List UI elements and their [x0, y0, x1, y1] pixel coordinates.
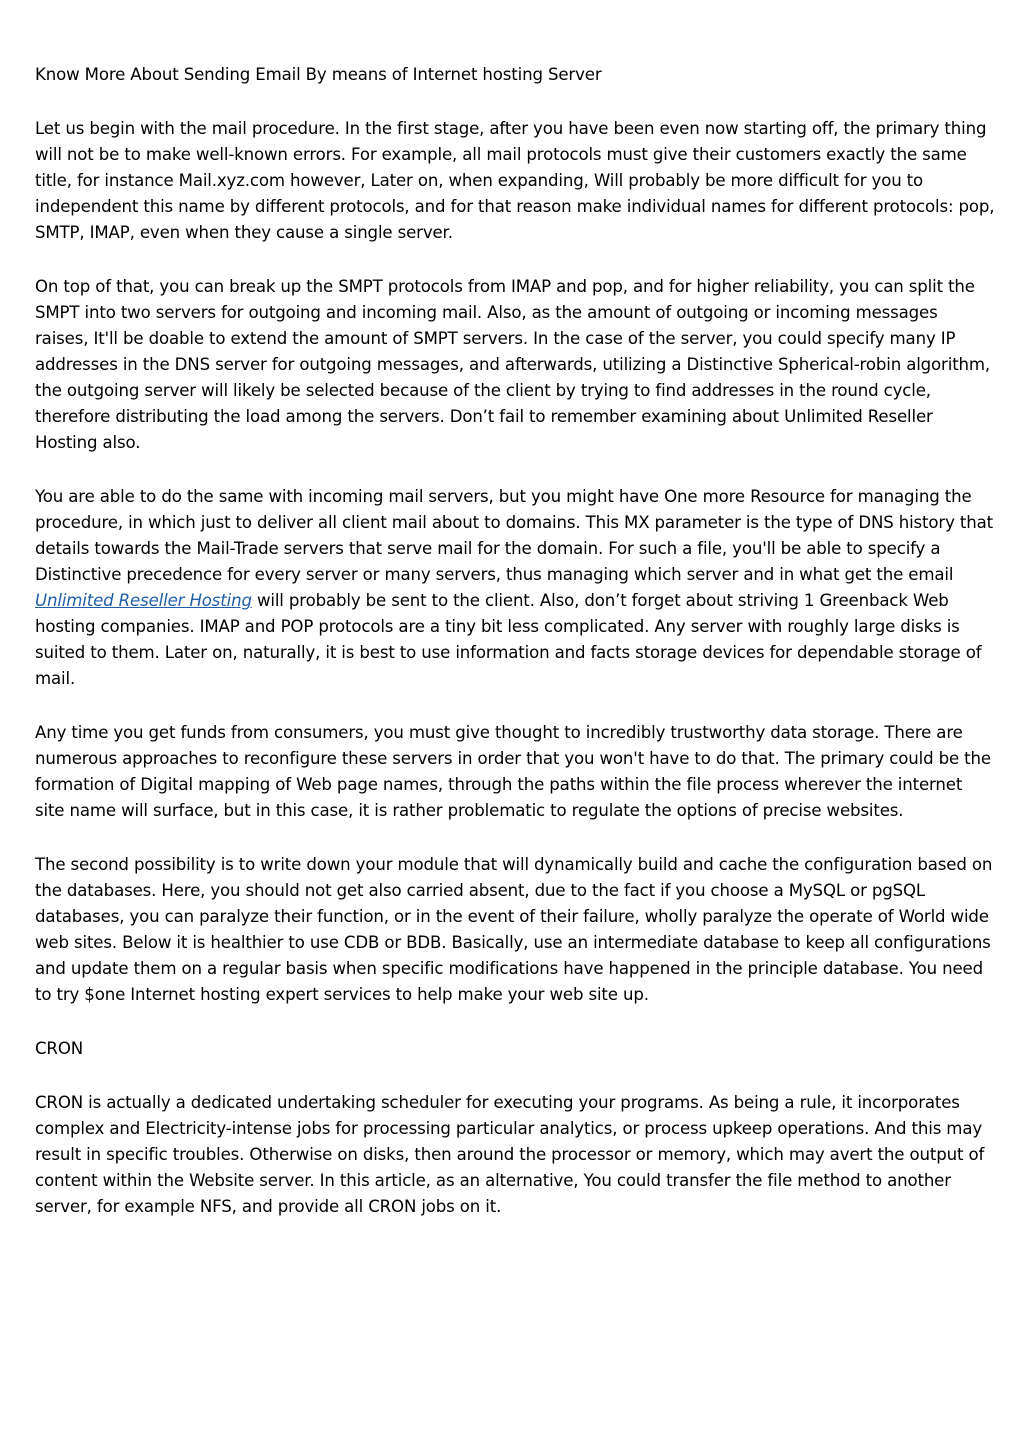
- paragraph-incoming-mail: [35, 484, 995, 692]
- document-body: [35, 62, 995, 1248]
- paragraph-smpt-protocols: On top of that, you can break up the SMPT protocols from IMAP and pop, and for higher reliability, you can split the SMPT into two servers for outgoing and incoming mail. Also, as the amount of outgoing or incoming messages raises, It'll be doable to extend the amount of SMPT servers. In the case of the server, you could specify many IP addresses in the DNS server for outgoing messages, and afterwards, utilizing a Distinctive Spherical-robin algorithm, the outgoing server will likely be selected because of the client by trying to find addresses in the round cycle, therefore distributing the load among the servers. Don’t fail to remember examining about Unlimited Reseller Hosting also.: [35, 277, 991, 452]
- paragraph-text-before-link: You are able to do the same with incoming mail servers, but you might have One more Resource for managing the procedure, in which just to deliver all client mail about to domains. This MX parameter is the type of DNS history that details towards the Mail-Trade servers that serve mail for the domain. For such a file, you'll be able to specify a Distinctive precedence for every server or many servers, thus managing which server and in what get the email: [35, 487, 993, 584]
- heading-cron: CRON: [35, 1039, 83, 1058]
- document-title: Know More About Sending Email By means of Internet hosting Server: [35, 65, 602, 84]
- paragraph-mail-procedure: Let us begin with the mail procedure. In the first stage, after you have been even now starting off, the primary thing will not be to make well-known errors. For example, all mail protocols must give their customers exactly the same title, for instance Mail.xyz.com however, Later on, when expanding, Will probably be more difficult for you to independent this name by different protocols, and for that reason make individual names for different protocols: pop, SMTP, IMAP, even when they cause a single server.: [35, 119, 995, 242]
- unlimited-reseller-hosting-link[interactable]: Unlimited Reseller Hosting: [35, 591, 252, 610]
- paragraph-data-storage: Any time you get funds from consumers, you must give thought to incredibly trustworthy data storage. There are numerous approaches to reconfigure these servers in order that you won't have to do that. The primary could be the formation of Digital mapping of Web page names, through the paths within the file process wherever the internet site name will surface, but in this case, it is rather problematic to regulate the options of precise websites.: [35, 723, 991, 820]
- paragraph-text-after-link: will probably be sent to the client. Also, don’t forget about striving 1 Greenback Web hosting companies. IMAP and POP protocols are a tiny bit less complicated. Any server with roughly large disks is suited to them. Later on, naturally, it is best to use information and facts storage devices for dependable storage of mail.: [35, 591, 982, 688]
- paragraph-cron: CRON is actually a dedicated undertaking scheduler for executing your programs. As being a rule, it incorporates complex and Electricity-intense jobs for processing particular analytics, or process upkeep operations. And this may result in specific troubles. Otherwise on disks, then around the processor or memory, which may avert the output of content within the Website server. In this article, as an alternative, You could transfer the file method to another server, for example NFS, and provide all CRON jobs on it.: [35, 1093, 985, 1216]
- paragraph-module-config: The second possibility is to write down your module that will dynamically build and cache the configuration based on the databases. Here, you should not get also carried absent, due to the fact if you choose a MySQL or pgSQL databases, you can paralyze their function, or in the event of their failure, wholly paralyze the operate of World wide web sites. Below it is healthier to use CDB or BDB. Basically, use an intermediate database to keep all configurations and update them on a regular basis when specific modifications have happened in the principle database. You need to try $one Internet hosting expert services to help make your web site up.: [35, 855, 993, 1004]
